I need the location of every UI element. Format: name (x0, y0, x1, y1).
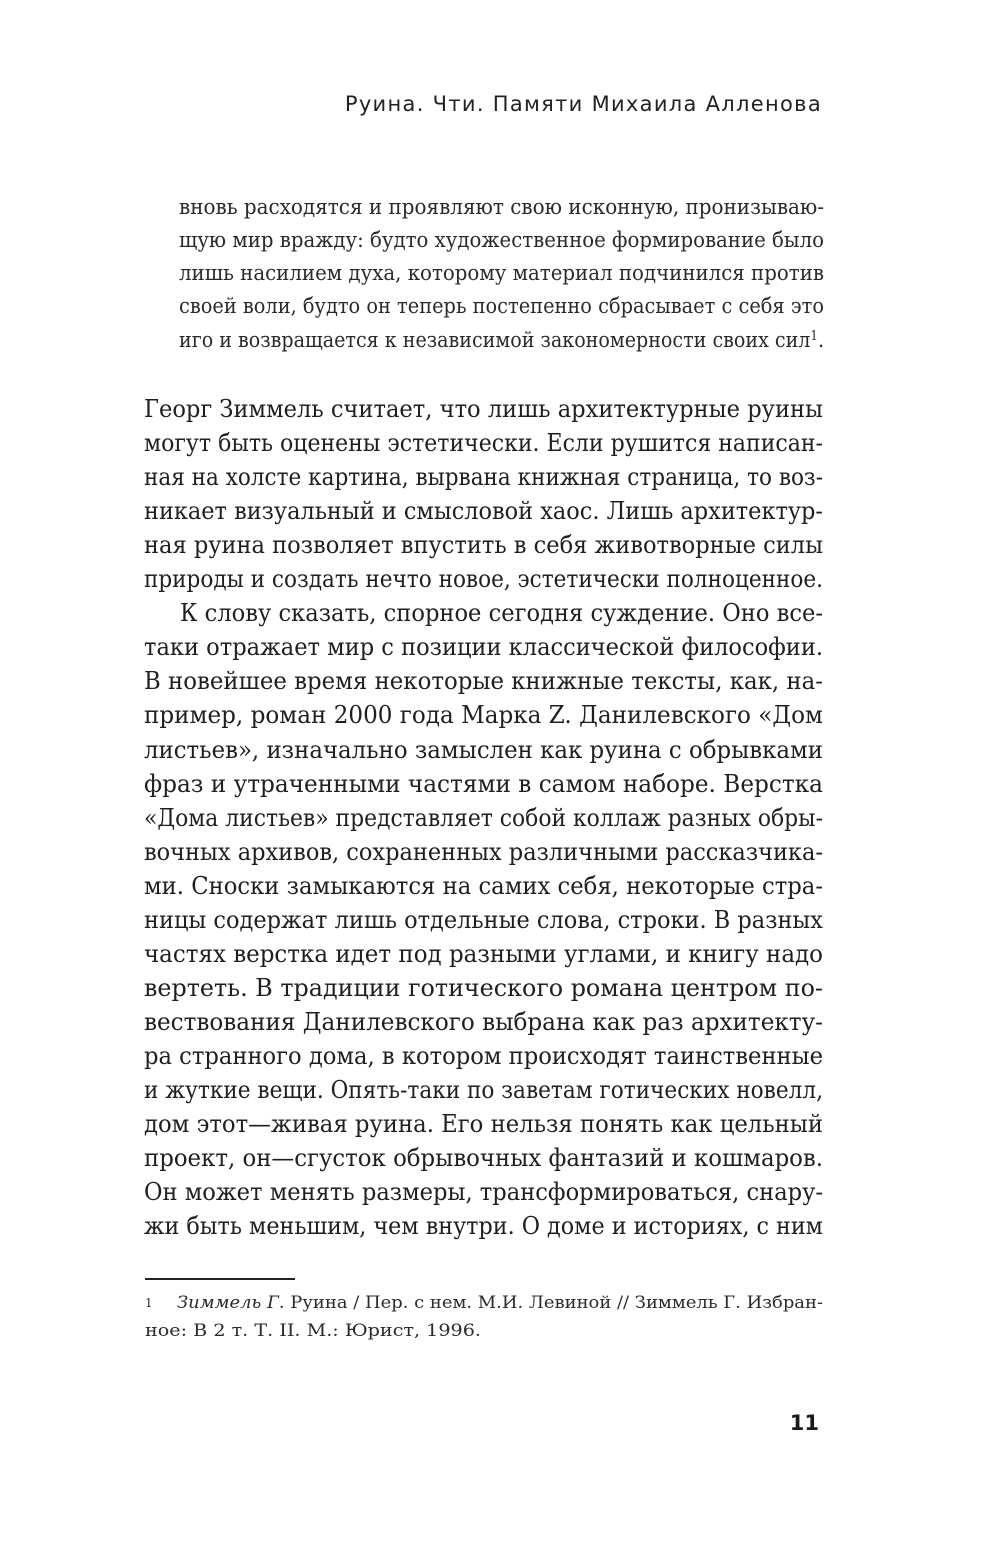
body-line: К слову сказать, спорное сегодня суждение. Оно все- (180, 598, 824, 627)
body-line: и жуткие вещи. Опять-таки по заветам готических новелл, (144, 1075, 823, 1104)
body-line: проект, он—сгусток обрывочных фантазий и кошмаров. (144, 1143, 824, 1172)
body-line: дом этот—живая руина. Его нельзя понять как цельный (144, 1109, 824, 1138)
body-line: Он может менять размеры, трансформироваться, снару- (144, 1177, 824, 1206)
body-line: ра странного дома, в котором происходят таинственные (144, 1041, 824, 1070)
footnote-marker: 1 (145, 1296, 153, 1310)
body-line: ная руина позволяет впустить в себя животворные силы (144, 530, 824, 559)
body-line: листьев», изначально замыслен как руина с обрывками (144, 735, 824, 764)
body-line: вочных архивов, сохраненных различными рассказчика- (144, 837, 823, 866)
body-line: ми. Сноски замыкаются на самих себя, некоторые стра- (144, 871, 824, 900)
body-line: жи быть меньшим, чем внутри. О доме и историях, с ним (144, 1211, 824, 1240)
body-line: Георг Зиммель считает, что лишь архитектурные руины (144, 394, 824, 423)
body-line: вествования Данилевского выбрана как раз архитекту- (144, 1007, 823, 1036)
epigraph-line: лишь насилием духа, которому материал подчинился против (179, 261, 825, 285)
body-line: природы и создать нечто новое, эстетически полноценное. (144, 564, 823, 593)
body-line: вертеть. В традиции готического романа центром по- (144, 973, 823, 1002)
footnote-line (177, 1293, 823, 1313)
epigraph-line-text: иго и возвращается к независимой закономерности своих сил (179, 328, 811, 352)
page-number: 11 (789, 1411, 819, 1435)
body-line: таки отражает мир с позиции классической философии. (144, 632, 823, 661)
body-line: могут быть оценены эстетически. Если рушится написан- (144, 428, 823, 457)
body-line: пример, роман 2000 года Марка Z. Данилевского «Дом (144, 700, 824, 729)
epigraph-line: вновь расходятся и проявляют свою исконную, пронизываю- (179, 195, 824, 219)
epigraph-line-last (179, 328, 824, 352)
footnote-separator (145, 1278, 295, 1280)
body-line: ницы содержат лишь отдельные слова, строки. В разных (144, 905, 823, 934)
epigraph-end-punctuation: . (817, 328, 825, 352)
body-line: ная на холсте картина, вырвана книжная страница, то воз- (144, 462, 823, 491)
body-line: частях верстка идет под разными углами, и книгу надо (144, 939, 823, 968)
footnote-author: Зиммель Г. (177, 1293, 285, 1313)
running-header: Руина. Чти. Памяти Михаила Алленова (344, 92, 822, 116)
epigraph-line: щую мир вражду: будто художественное формирование было (179, 228, 825, 252)
epigraph-line: своей воли, будто он теперь постепенно сбрасывает с себя это (179, 294, 824, 318)
footnote-line: ное: В 2 т. Т. II. М.: Юрист, 1996. (145, 1321, 482, 1341)
body-line: В новейшее время некоторые книжные тексты, как, на- (144, 666, 823, 695)
footnote-reference[interactable]: 1 (810, 328, 818, 344)
body-line: никает визуальный и смысловой хаос. Лишь архитектур- (144, 496, 823, 525)
body-line: фраз и утраченными частями в самом наборе. Верстка (144, 769, 823, 798)
body-line: «Дома листьев» представляет собой коллаж разных обры- (144, 803, 823, 832)
footnote-citation: Руина / Пер. с нем. М.И. Левиной // Зиммель Г. Избран- (284, 1293, 824, 1313)
